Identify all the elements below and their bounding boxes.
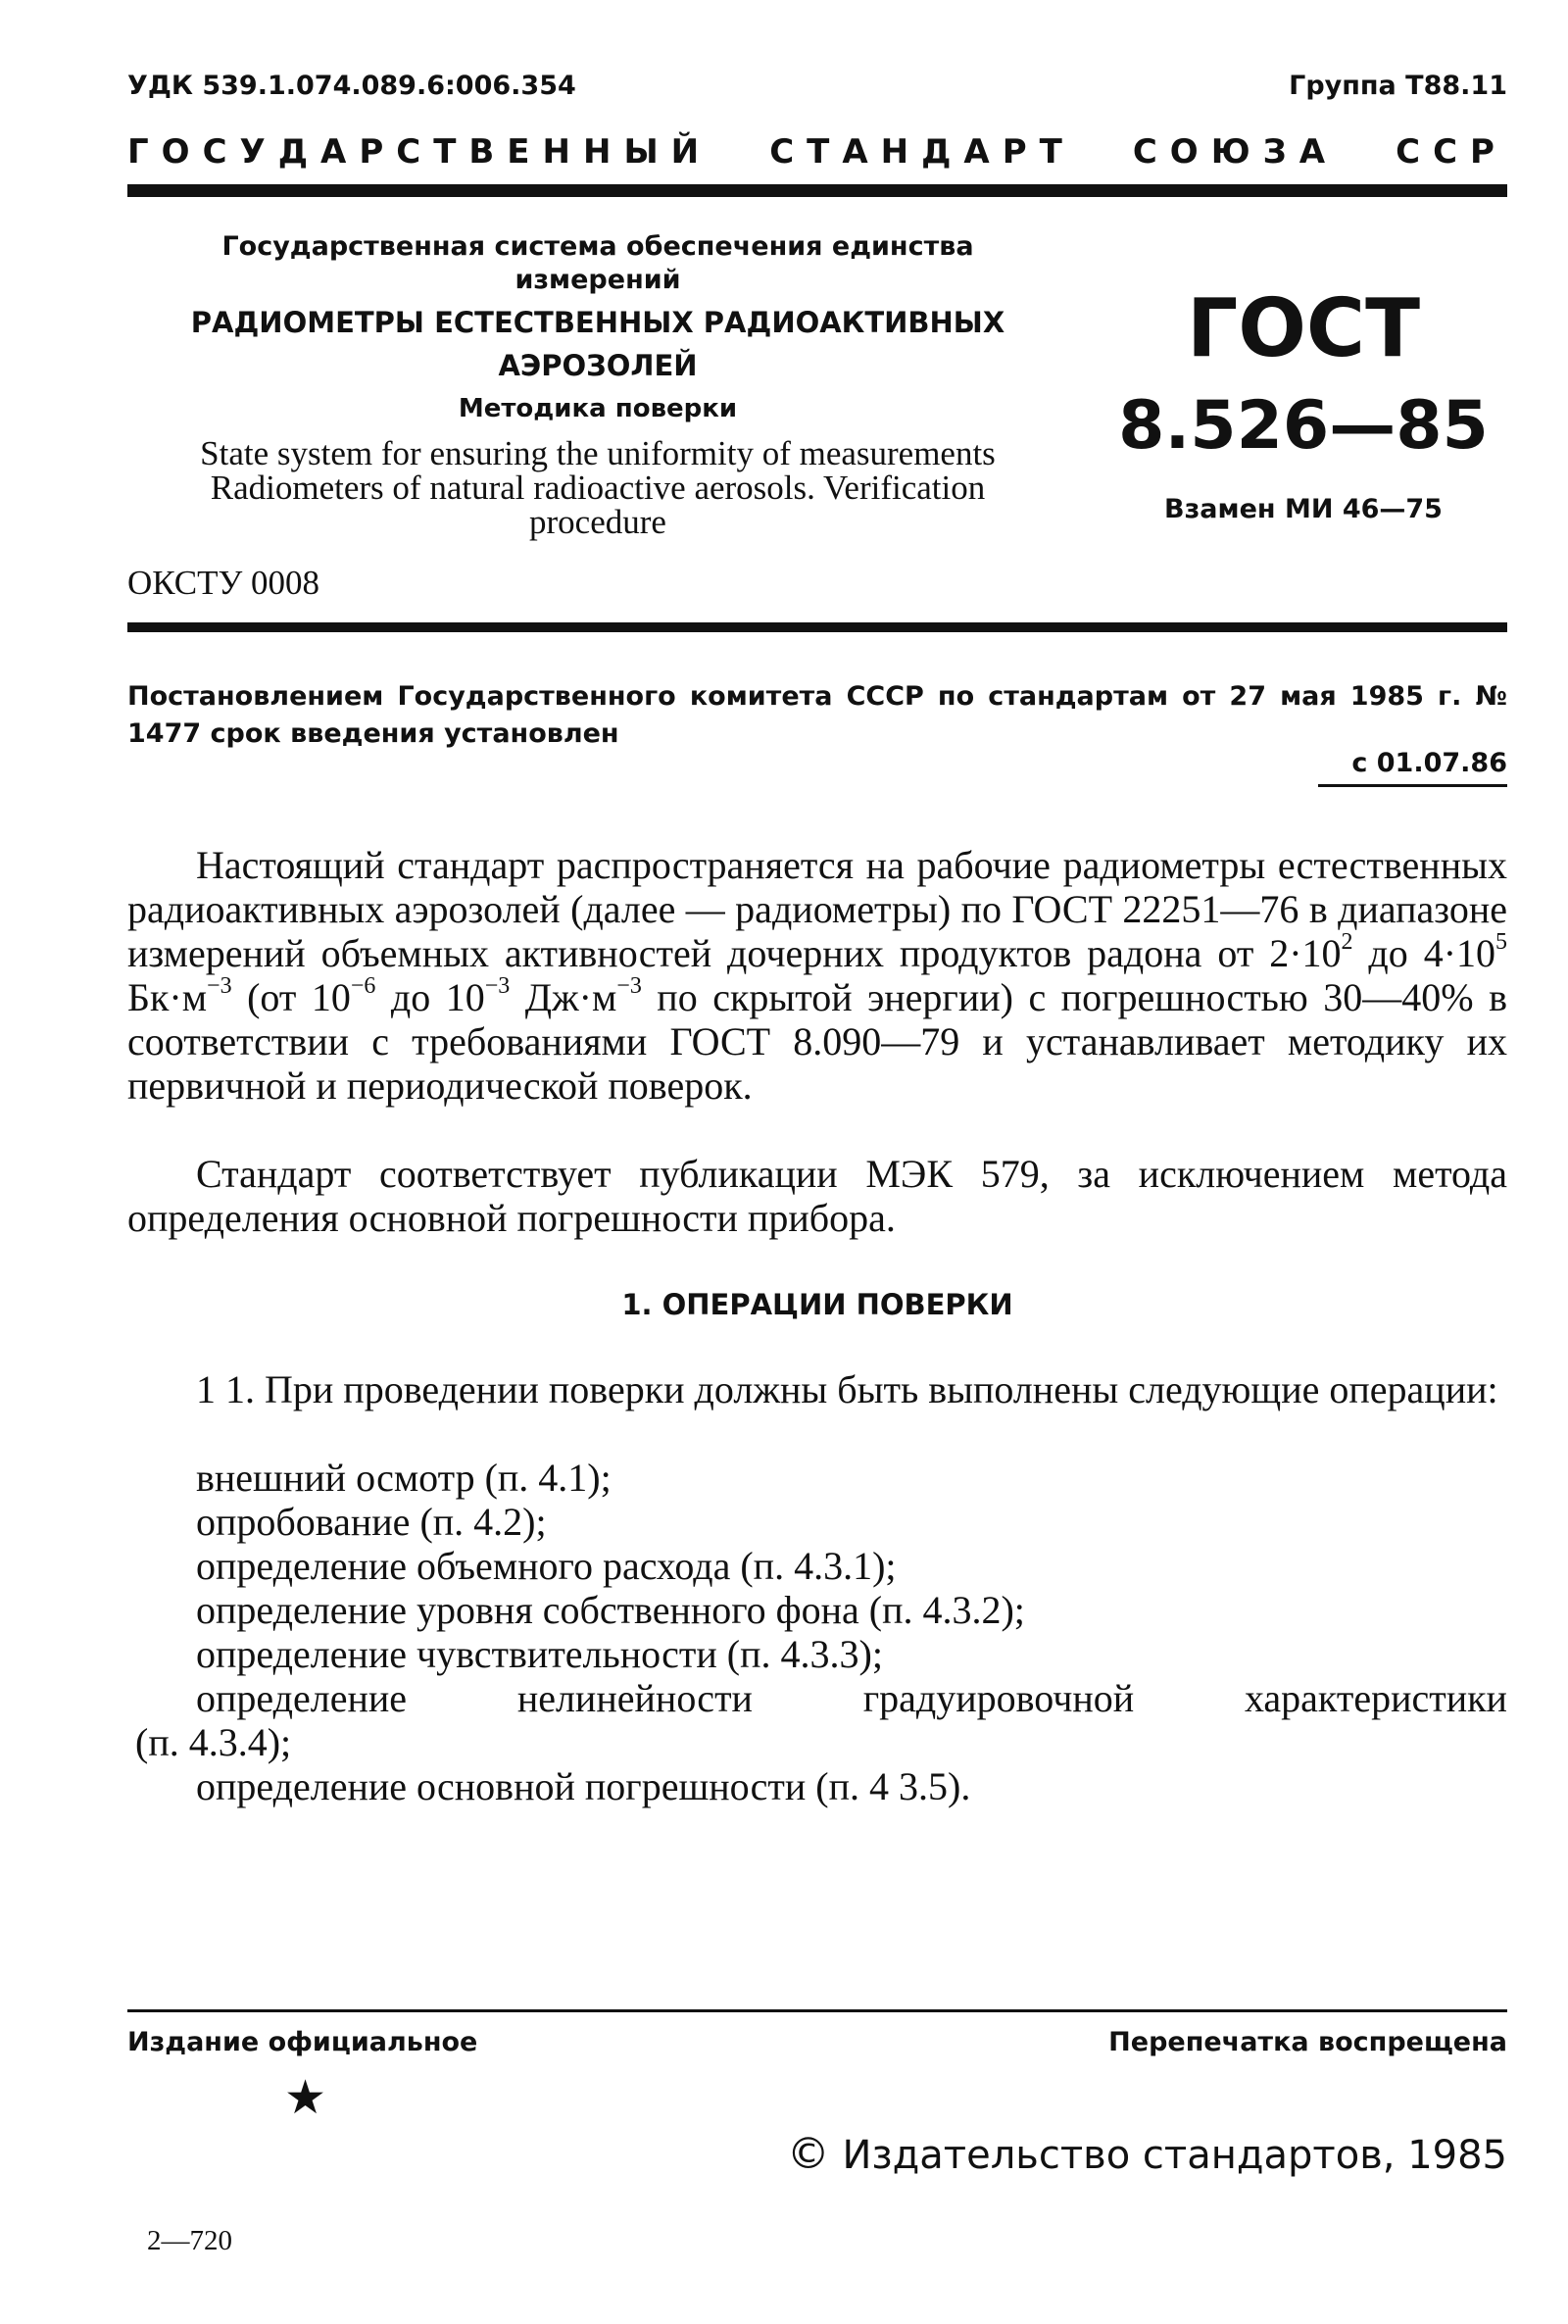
footer-rule <box>127 2009 1507 2012</box>
effective-date: с 01.07.86 <box>1351 748 1507 778</box>
edition-note: Издание официальное <box>127 2027 478 2057</box>
gost-block <box>1107 284 1499 524</box>
union-title-word: СТАНДАРТ <box>769 132 1075 172</box>
copyright-icon: © <box>786 2129 830 2179</box>
list-item: внешний осмотр (п. 4.1); <box>196 1456 612 1500</box>
intro-text: Дж·м <box>510 975 617 1019</box>
section-title: 1. ОПЕРАЦИИ ПОВЕРКИ <box>621 1288 1013 1321</box>
english-title: State system for ensuring the uniformity of measurements Radiometers of natural radioactive aerosols. Verification procedure <box>200 434 996 541</box>
list-item: определение основной погрешности (п. 4 3.5). <box>196 1764 971 1808</box>
title-block <box>157 230 1039 539</box>
gost-label: ГОСТ <box>1186 282 1421 375</box>
union-title-word: ГОСУДАРСТВЕННЫЙ <box>127 132 712 172</box>
list-item-word: градуировочной <box>862 1676 1135 1720</box>
header-rule <box>127 184 1507 197</box>
union-title-word: СОЮЗА <box>1132 132 1339 172</box>
reprint-note: Перепечатка воспрещена <box>1108 2027 1507 2057</box>
intro-text: Бк·м <box>127 975 208 1019</box>
exponent: −3 <box>207 972 232 999</box>
effective-date-underline <box>1318 784 1507 787</box>
gost-number: 8.526—85 <box>1118 387 1489 465</box>
publisher-name: Издательство стандартов, 1985 <box>842 2133 1507 2178</box>
list-item: определение чувствительности (п. 4.3.3); <box>196 1632 883 1676</box>
print-code: 2—720 <box>147 2225 232 2256</box>
intro-paragraph <box>127 843 1507 1108</box>
intro-text: Настоящий стандарт распространяется на рабочие радиометры естественных радиоактивных аэрозолей (далее — радиометры) по ГОСТ 22251—76 в диапазоне измерений объемных активностей дочерних продуктов радона от 2·10 <box>127 843 1507 975</box>
document-title: РАДИОМЕТРЫ ЕСТЕСТВЕННЫХ РАДИОАКТИВНЫХ АЭРОЗОЛЕЙ <box>190 306 1005 382</box>
intro-text: до 4·10 <box>1352 931 1496 975</box>
section-lead: 1 1. При проведении поверки должны быть выполнены следующие операции: <box>196 1367 1498 1411</box>
system-line: Государственная система обеспечения единства измерений <box>221 231 974 295</box>
operations-list <box>135 1456 1507 1808</box>
decree-text: Постановлением Государственного комитета СССР по стандартам от 27 мая 1985 г. № 1477 срок введения установлен <box>127 681 1507 749</box>
udk-code: УДК 539.1.074.089.6:006.354 <box>127 71 576 101</box>
exponent: −6 <box>350 972 376 999</box>
union-standard-title <box>127 132 1507 172</box>
list-item-word: характеристики <box>1244 1676 1507 1720</box>
star-icon: ★ <box>284 2070 327 2125</box>
document-subtitle: Методика поверки <box>458 394 738 423</box>
list-item: опробование (п. 4.2); <box>196 1500 547 1544</box>
exponent: 5 <box>1495 928 1508 955</box>
exponent: 2 <box>1341 928 1353 955</box>
oksu-code: ОКСТУ 0008 <box>127 564 320 602</box>
list-item <box>196 1676 1507 1720</box>
exponent: −3 <box>484 972 511 999</box>
publisher-line <box>787 2129 1507 2179</box>
intro-text: по скрытой энергии) с погрешностью 30—40% в соответствии с требованиями ГОСТ 8.090—79 и устанавливает методику их первичной и периодической поверок. <box>127 975 1507 1108</box>
replaces-note: Взамен МИ 46—75 <box>1164 494 1443 524</box>
list-item-word: определение <box>196 1676 408 1720</box>
list-item: определение объемного расхода (п. 4.3.1); <box>196 1544 897 1588</box>
exponent: −3 <box>616 972 642 999</box>
title-block-rule <box>127 622 1507 632</box>
union-title-word: ССР <box>1396 132 1507 172</box>
group-code: Группа Т88.11 <box>1289 71 1507 101</box>
list-item-word: нелинейности <box>516 1676 753 1720</box>
list-item: определение уровня собственного фона (п. 4.3.2); <box>196 1588 1025 1632</box>
list-item-continuation: (п. 4.3.4); <box>135 1720 292 1764</box>
intro-text: (от 10 <box>231 975 351 1019</box>
intro-paragraph-2: Стандарт соответствует публикации МЭК 579, за исключением метода определения основной погрешности прибора. <box>127 1152 1507 1240</box>
intro-text: до 10 <box>375 975 485 1019</box>
